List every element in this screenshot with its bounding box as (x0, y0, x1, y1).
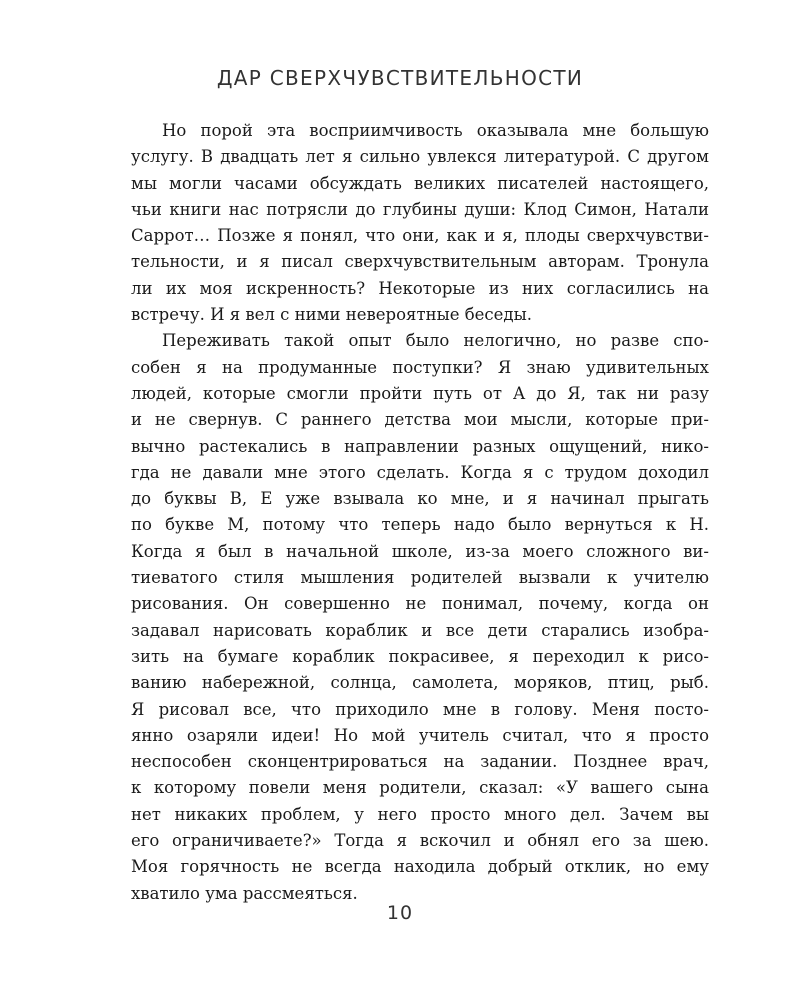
text-line: мы могли часами обсуждать великих писателей настоящего, (131, 173, 709, 193)
text-line: людей, которые смогли пройти путь от А до Я, так ни разу (131, 383, 709, 403)
paragraph (131, 118, 709, 328)
text-line: Переживать такой опыт было нелогично, но разве спо- (162, 331, 709, 351)
text-line: услугу. В двадцать лет я сильно увлекся литературой. С другом (131, 147, 709, 167)
text-line: тельности, и я писал сверхчувствительным авторам. Тронула (131, 252, 709, 272)
text-line: чьи книги нас потрясли до глубины души: Клод Симон, Натали (131, 199, 709, 219)
text-line: ванию набережной, солнца, самолета, моряков, птиц, рыб. (131, 673, 709, 693)
text-line: к которому повели меня родители, сказал: «У вашего сына (131, 778, 709, 798)
text-line: Но порой эта восприимчивость оказывала мне большую (162, 121, 709, 140)
text-line: и не свернув. С раннего детства мои мысли, которые при- (131, 410, 709, 430)
text-line: тиеватого стиля мышления родителей вызвали к учителю (131, 568, 709, 588)
text-line: нет никаких проблем, у него просто много дел. Зачем вы (131, 804, 709, 824)
text-line: встречу. И я вел с ними невероятные беседы. (131, 305, 532, 325)
text-line: вычно растекались в направлении разных ощущений, нико- (131, 436, 709, 456)
text-line: Когда я был в начальной школе, из-за моего сложного ви- (131, 541, 709, 561)
text-line: ли их моя искренность? Некоторые из них согласились на (131, 278, 709, 298)
text-line: неспособен сконцентрироваться на задании. Позднее врач, (131, 752, 709, 772)
text-line: Саррот… Позже я понял, что они, как и я, плоды сверхчувстви- (131, 226, 709, 246)
running-header: ДАР СВЕРХЧУВСТВИТЕЛЬНОСТИ (216, 66, 584, 90)
text-line: рисования. Он совершенно не понимал, почему, когда он (131, 594, 709, 614)
body-text (131, 118, 709, 907)
text-line: задавал нарисовать кораблик и все дети старались изобра- (131, 620, 709, 640)
page-number: 10 (386, 902, 414, 924)
text-line: по букве М, потому что теперь надо было вернуться к Н. (131, 515, 709, 535)
text-line: его ограничиваете?» Тогда я вскочил и обнял его за шею. (131, 831, 709, 851)
text-line: Моя горячность не всегда находила добрый отклик, но ему (131, 857, 709, 877)
text-line: собен я на продуманные поступки? Я знаю удивительных (131, 357, 709, 377)
text-line: зить на бумаге кораблик покрасивее, я переходил к рисо- (131, 646, 709, 666)
text-line: Я рисовал все, что приходило мне в голову. Меня посто- (131, 699, 709, 719)
text-line: гда не давали мне этого сделать. Когда я с трудом доходил (131, 462, 709, 482)
paragraph (131, 328, 709, 907)
text-line: до буквы В, Е уже взывала ко мне, и я начинал прыгать (131, 489, 709, 509)
text-line: хватило ума рассмеяться. (131, 883, 358, 903)
text-line: янно озаряли идеи! Но мой учитель считал, что я просто (131, 725, 709, 745)
